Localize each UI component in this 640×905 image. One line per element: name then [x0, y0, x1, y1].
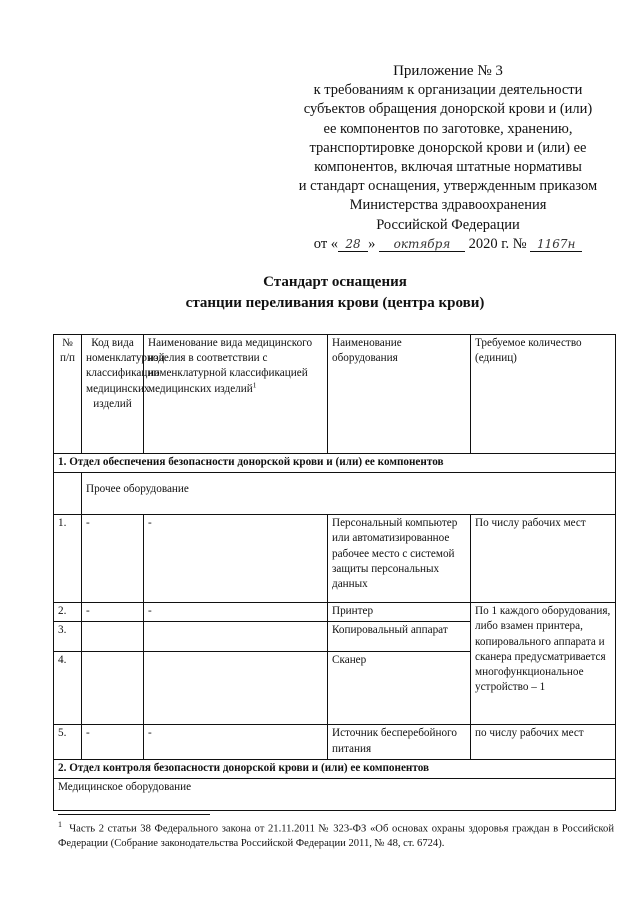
order-number: 1167н: [530, 237, 582, 252]
appendix-line: Российской Федерации: [376, 216, 520, 233]
header-code: Код вида номенклатурной классификации медицинских изделий: [82, 335, 144, 454]
appendix-line: ее компонентов по заготовке, хранению,: [323, 120, 573, 137]
row-equipment: Источник бесперебойного питания: [328, 725, 471, 759]
row-qty: По числу рабочих мест: [471, 515, 616, 603]
row-equipment: Принтер: [328, 603, 471, 622]
title-line-2: станции переливания крови (центра крови): [185, 295, 485, 311]
table-header-row: [54, 335, 616, 454]
date-month: октября: [379, 237, 465, 252]
row-name: -: [144, 603, 328, 622]
row-code: -: [82, 515, 144, 603]
appendix-line: и стандарт оснащения, утвержденным приказом: [298, 178, 598, 195]
header-qty: Требуемое количество (единиц): [471, 335, 616, 454]
row-code: [82, 652, 144, 725]
appendix-header: [268, 62, 628, 254]
section-2-title: 2. Отдел контроля безопасности донорской крови и (или) ее компонентов: [54, 759, 616, 778]
table-row: [54, 725, 616, 759]
section-row: [54, 759, 616, 778]
row-num: 1.: [54, 515, 82, 603]
row-num: 5.: [54, 725, 82, 759]
header-num: № п/п: [54, 335, 82, 454]
section-row: [54, 454, 616, 473]
appendix-line: к требованиям к организации деятельности: [313, 82, 583, 99]
footnote-mark: 1: [58, 820, 62, 829]
row-num: 4.: [54, 652, 82, 725]
table-row: [54, 603, 616, 622]
date-prefix: от «: [313, 235, 339, 252]
row-qty: По 1 каждого оборудования, либо взамен принтера, копировального аппарата и сканера предусматривается многофункциональное устройство – 1: [471, 603, 616, 725]
footnote-ref: 1: [252, 379, 257, 389]
subsection-2-title: Медицинское оборудование: [54, 779, 616, 811]
footnote-divider: [58, 814, 210, 815]
row-num: 2.: [54, 603, 82, 622]
header-name-text: Наименование вида медицинского изделия в соответствии с номенклатурной классификацией медицинских изделий: [148, 337, 313, 395]
title-line-1: Стандарт оснащения: [263, 274, 407, 290]
date-year: 2020 г. №: [468, 235, 527, 252]
header-equipment: Наименование оборудования: [328, 335, 471, 454]
section-1-title: 1. Отдел обеспечения безопасности донорской крови и (или) ее компонентов: [54, 454, 616, 473]
empty-cell: [54, 473, 82, 515]
row-equipment: Копировальный аппарат: [328, 622, 471, 652]
appendix-line: Министерства здравоохранения: [349, 197, 547, 214]
row-code: -: [82, 725, 144, 759]
row-name: -: [144, 515, 328, 603]
header-name: [144, 335, 328, 454]
row-code: [82, 622, 144, 652]
appendix-title: Приложение № 3: [393, 63, 503, 79]
subsection-1-title: Прочее оборудование: [82, 473, 616, 515]
row-name: -: [144, 725, 328, 759]
footnote-text: Часть 2 статьи 38 Федерального закона от 21.11.2011 № 323-ФЗ «Об основах охраны здоровья граждан в Российской Федерации (Собрание законодательства Российской Федерации 2011, № 48, ст. 6724).: [58, 823, 615, 850]
document-title: [40, 272, 630, 314]
appendix-line: компонентов, включая штатные нормативы: [314, 159, 582, 176]
table-row: [54, 515, 616, 603]
row-name: [144, 652, 328, 725]
footnote: [58, 818, 614, 852]
row-equipment: Персональный компьютер или автоматизированное рабочее место с системой защиты персональных данных: [328, 515, 471, 603]
equipment-table: [53, 334, 616, 811]
appendix-line: субъектов обращения донорской крови и (или): [303, 101, 593, 118]
row-name: [144, 622, 328, 652]
row-qty: по числу рабочих мест: [471, 725, 616, 759]
row-code: -: [82, 603, 144, 622]
date-mid: »: [368, 235, 376, 252]
row-equipment: Сканер: [328, 652, 471, 725]
subsection-row: [54, 779, 616, 811]
date-day: 28: [338, 237, 368, 252]
order-date-line: [268, 235, 628, 254]
row-num: 3.: [54, 622, 82, 652]
subsection-row: [54, 473, 616, 515]
appendix-line: транспортировке донорской крови и (или) ее: [309, 139, 587, 156]
